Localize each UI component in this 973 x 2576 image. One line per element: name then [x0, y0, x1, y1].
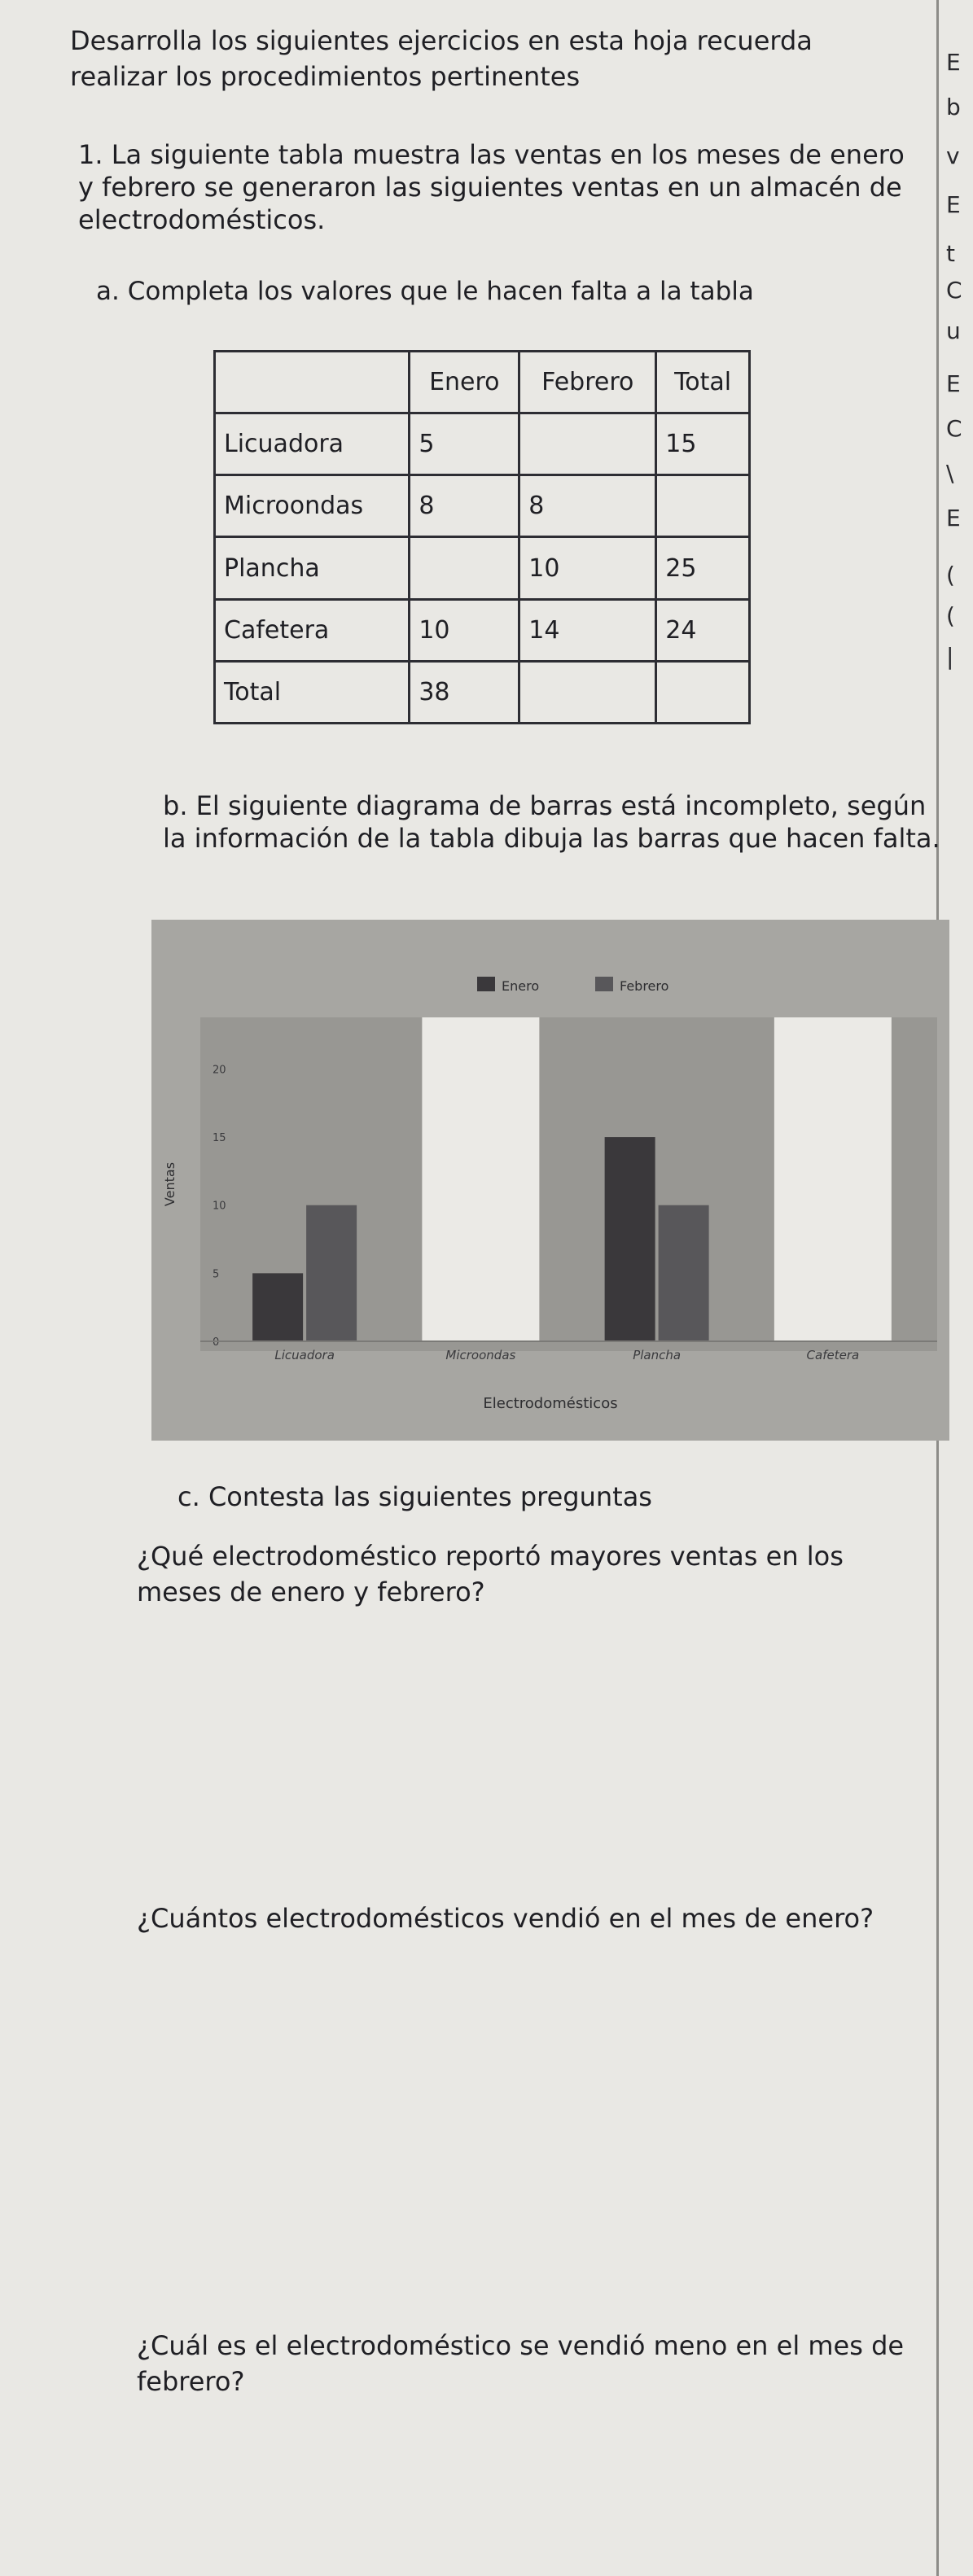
x-tick-label: Plancha [633, 1348, 682, 1362]
bar-licuadora-febrero [306, 1205, 357, 1341]
y-tick-label: 5 [213, 1268, 220, 1281]
x-tick-label: Microondas [445, 1348, 516, 1362]
legend-label-febrero: Febrero [620, 978, 669, 994]
table-cell-empty[interactable] [519, 661, 656, 723]
table-cell: 5 [410, 413, 519, 475]
table-cell: 38 [410, 661, 519, 723]
edge-letter: u [946, 317, 961, 344]
table-cell: 10 [410, 599, 519, 661]
edge-letter: \ [946, 460, 954, 487]
y-axis-label: Ventas [162, 1161, 178, 1207]
bar-chart-panel [151, 920, 949, 1441]
table-row [215, 599, 750, 661]
table-cell: Plancha [215, 537, 410, 599]
y-tick-label: 15 [213, 1132, 226, 1145]
edge-letter: ( [946, 602, 955, 629]
part-b-text: b. El siguiente diagrama de barras está incompleto, según la información de la tabla dibuja las barras que hacen falta. [163, 790, 940, 854]
table-header-total: Total [656, 352, 750, 413]
instructions-text: Desarrolla los siguientes ejercicios en esta hoja recuerda realizar los procedimientos pertinentes [70, 25, 813, 92]
table-cell: 14 [519, 599, 656, 661]
edge-letter: E [946, 49, 961, 76]
table-cell: 24 [656, 599, 750, 661]
edge-letter: v [946, 142, 960, 169]
table-cell: Licuadora [215, 413, 410, 475]
table-header-febrero: Febrero [519, 352, 656, 413]
edge-letter: E [946, 505, 961, 531]
edge-letter: t [946, 240, 955, 267]
question-text: ¿Qué electrodoméstico reportó mayores ventas en los meses de enero y febrero? [137, 1541, 844, 1607]
edge-letter: b [946, 94, 961, 120]
table-row [215, 537, 750, 599]
table-cell: 25 [656, 537, 750, 599]
edge-letter: ( [946, 562, 955, 588]
y-tick-label: 0 [213, 1336, 220, 1349]
table-cell-empty[interactable] [656, 661, 750, 723]
bar-licuadora-enero [252, 1273, 303, 1341]
legend-swatch-enero [477, 977, 495, 991]
table-cell: Cafetera [215, 599, 410, 661]
table-header-enero: Enero [410, 352, 519, 413]
y-tick-label: 20 [213, 1064, 226, 1077]
table-cell: Microondas [215, 475, 410, 537]
edge-letter: E [946, 191, 961, 218]
question-text: ¿Cuál es el electrodoméstico se vendió meno en el mes de febrero? [137, 2330, 905, 2397]
question-1-text: 1. La siguiente tabla muestra las ventas en los meses de enero y febrero se generaron las siguientes ventas en un almacén de electrodomésticos. [78, 139, 905, 235]
table-cell-empty[interactable] [410, 537, 519, 599]
table-cell-empty[interactable] [656, 475, 750, 537]
bar-plancha-enero [605, 1137, 655, 1341]
x-tick-label: Cafetera [806, 1348, 860, 1362]
edge-letter: C [946, 415, 962, 442]
legend-label-enero: Enero [502, 978, 540, 994]
table-row [215, 475, 750, 537]
x-axis-label: Electrodomésticos [483, 1395, 618, 1412]
edge-letter: C [946, 277, 962, 304]
table-cell-empty[interactable] [519, 413, 656, 475]
legend-swatch-febrero [595, 977, 613, 991]
table-cell: 15 [656, 413, 750, 475]
table-header-row [215, 352, 750, 413]
chart-legend [477, 977, 668, 994]
bar-plancha-febrero [659, 1205, 709, 1341]
table-cell: 8 [410, 475, 519, 537]
table-cell [215, 352, 410, 413]
y-tick-label: 10 [213, 1200, 226, 1213]
table-row [215, 661, 750, 723]
missing-bars-area-microondas[interactable] [422, 1017, 539, 1341]
question-text: ¿Cuántos electrodomésticos vendió en el mes de enero? [137, 1903, 874, 1934]
bar-chart [151, 920, 949, 1441]
part-c-text: c. Contesta las siguientes preguntas [178, 1481, 652, 1512]
table-row [215, 413, 750, 475]
x-tick-label: Licuadora [274, 1348, 335, 1362]
sales-table [213, 350, 751, 724]
part-a-text: a. Completa los valores que le hacen falta a la tabla [96, 277, 754, 306]
table-cell: 8 [519, 475, 656, 537]
table-cell: Total [215, 661, 410, 723]
edge-letter: E [946, 370, 961, 397]
table-cell: 10 [519, 537, 656, 599]
missing-bars-area-cafetera[interactable] [774, 1017, 892, 1341]
edge-letter: | [946, 643, 954, 670]
